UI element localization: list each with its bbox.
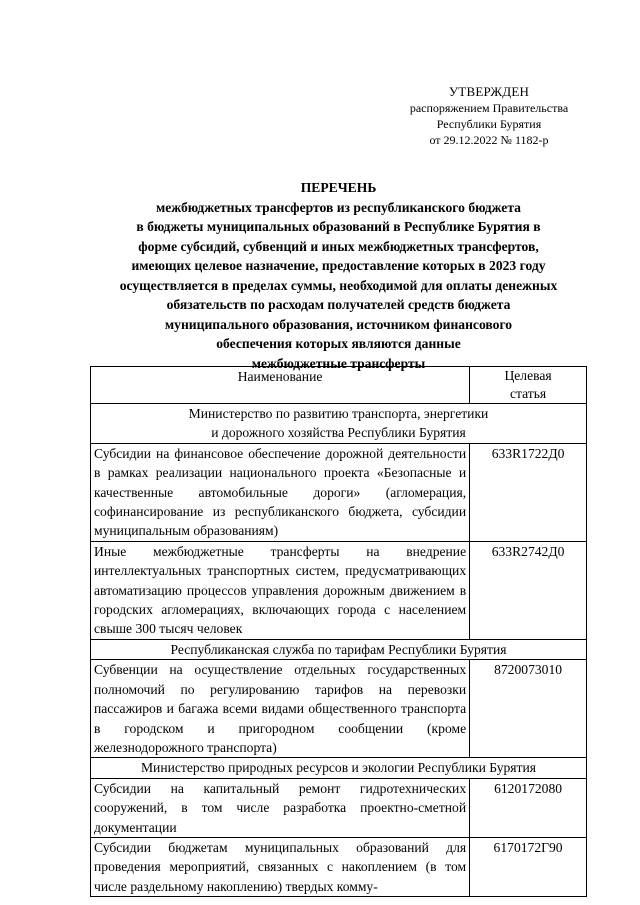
title-heading: ПЕРЕЧЕНЬ — [300, 180, 377, 195]
row-name: Субсидии на капитальный ремонт гидротехнических сооружений, в том числе разработка проектно-сметной документации — [91, 778, 470, 837]
section-transport — [91, 404, 587, 444]
title-line: межбюджетных трансфертов из республиканского бюджета — [156, 199, 521, 215]
header-code-line2: статья — [509, 386, 547, 401]
row-code: 633R1722Д0 — [470, 443, 587, 541]
section-row — [91, 639, 587, 659]
table-row — [91, 541, 587, 639]
row-code: 6170172Г90 — [470, 837, 587, 896]
title-line: муниципального образования, источником финансового — [164, 316, 513, 332]
table-row — [91, 660, 587, 758]
row-code: 633R2742Д0 — [470, 541, 587, 639]
title-line: межбюджетные трансферты — [251, 355, 426, 371]
title-line: имеющих целевое назначение, предоставление которых в 2023 году — [131, 258, 546, 273]
header-name: Наименование — [91, 367, 470, 404]
section-row — [91, 404, 587, 444]
title-line: обеспечения которых являются данные — [216, 336, 461, 351]
row-name: Субсидии бюджетам муниципальных образований для проведения мероприятий, связанных с накоплением (в том числе раздельному накоплению) твердых комму- — [91, 837, 470, 896]
table-row — [91, 778, 587, 837]
approval-date-number: от 29.12.2022 № 1182-р — [429, 133, 549, 147]
row-code: 6120172080 — [470, 778, 587, 837]
title-line: осуществляется в пределах суммы, необходимой для оплаты денежных — [119, 277, 558, 293]
row-name: Субсидии на финансовое обеспечение дорожной деятельности в рамках реализации национального проекта «Безопасные и качественные автомобильные дороги» (агломерация, софинансирование из республиканского бюджета, субсидии муниципальным образованиям) — [91, 443, 470, 541]
approval-stamp: УТВЕРЖДЕН — [448, 84, 530, 99]
transfers-table — [90, 366, 587, 897]
table-row — [91, 837, 587, 896]
header-code — [470, 367, 587, 404]
title-line: в бюджеты муниципальных образований в Республике Бурятия в — [136, 219, 541, 234]
section-row — [91, 758, 587, 778]
section-transport-line2: и дорожного хозяйства Республики Бурятия — [211, 425, 466, 441]
section-ecology: Министерство природных ресурсов и экологии Республики Бурятия — [91, 758, 587, 778]
approval-region: Республики Бурятия — [436, 117, 542, 131]
section-transport-line1: Министерство по развитию транспорта, энергетики — [188, 406, 489, 421]
table-row — [91, 443, 587, 541]
title-line: обязательств по расходам получателей средств бюджета — [166, 297, 511, 312]
header-code-line1: Целевая — [504, 368, 552, 383]
row-name: Иные межбюджетные трансферты на внедрение интеллектуальных транспортных систем, предусматривающих автоматизацию процессов управления дорожным движением в городских агломерациях, включающих города с населением свыше 300 тысяч человек — [91, 541, 470, 639]
section-tariffs: Республиканская служба по тарифам Республики Бурятия — [91, 639, 587, 659]
title-line: форме субсидий, субвенций и иных межбюджетных трансфертов, — [138, 238, 539, 254]
row-code: 8720073010 — [470, 660, 587, 758]
approval-authority: распоряжением Правительства — [409, 101, 569, 115]
table-header-row — [91, 367, 587, 404]
row-name: Субвенции на осуществление отдельных государственных полномочий по регулированию тарифов на перевозки пассажиров и багажа всеми видами общественного транспорта в городском и пригородном сообщении (кроме железнодорожного транспорта) — [91, 660, 470, 758]
